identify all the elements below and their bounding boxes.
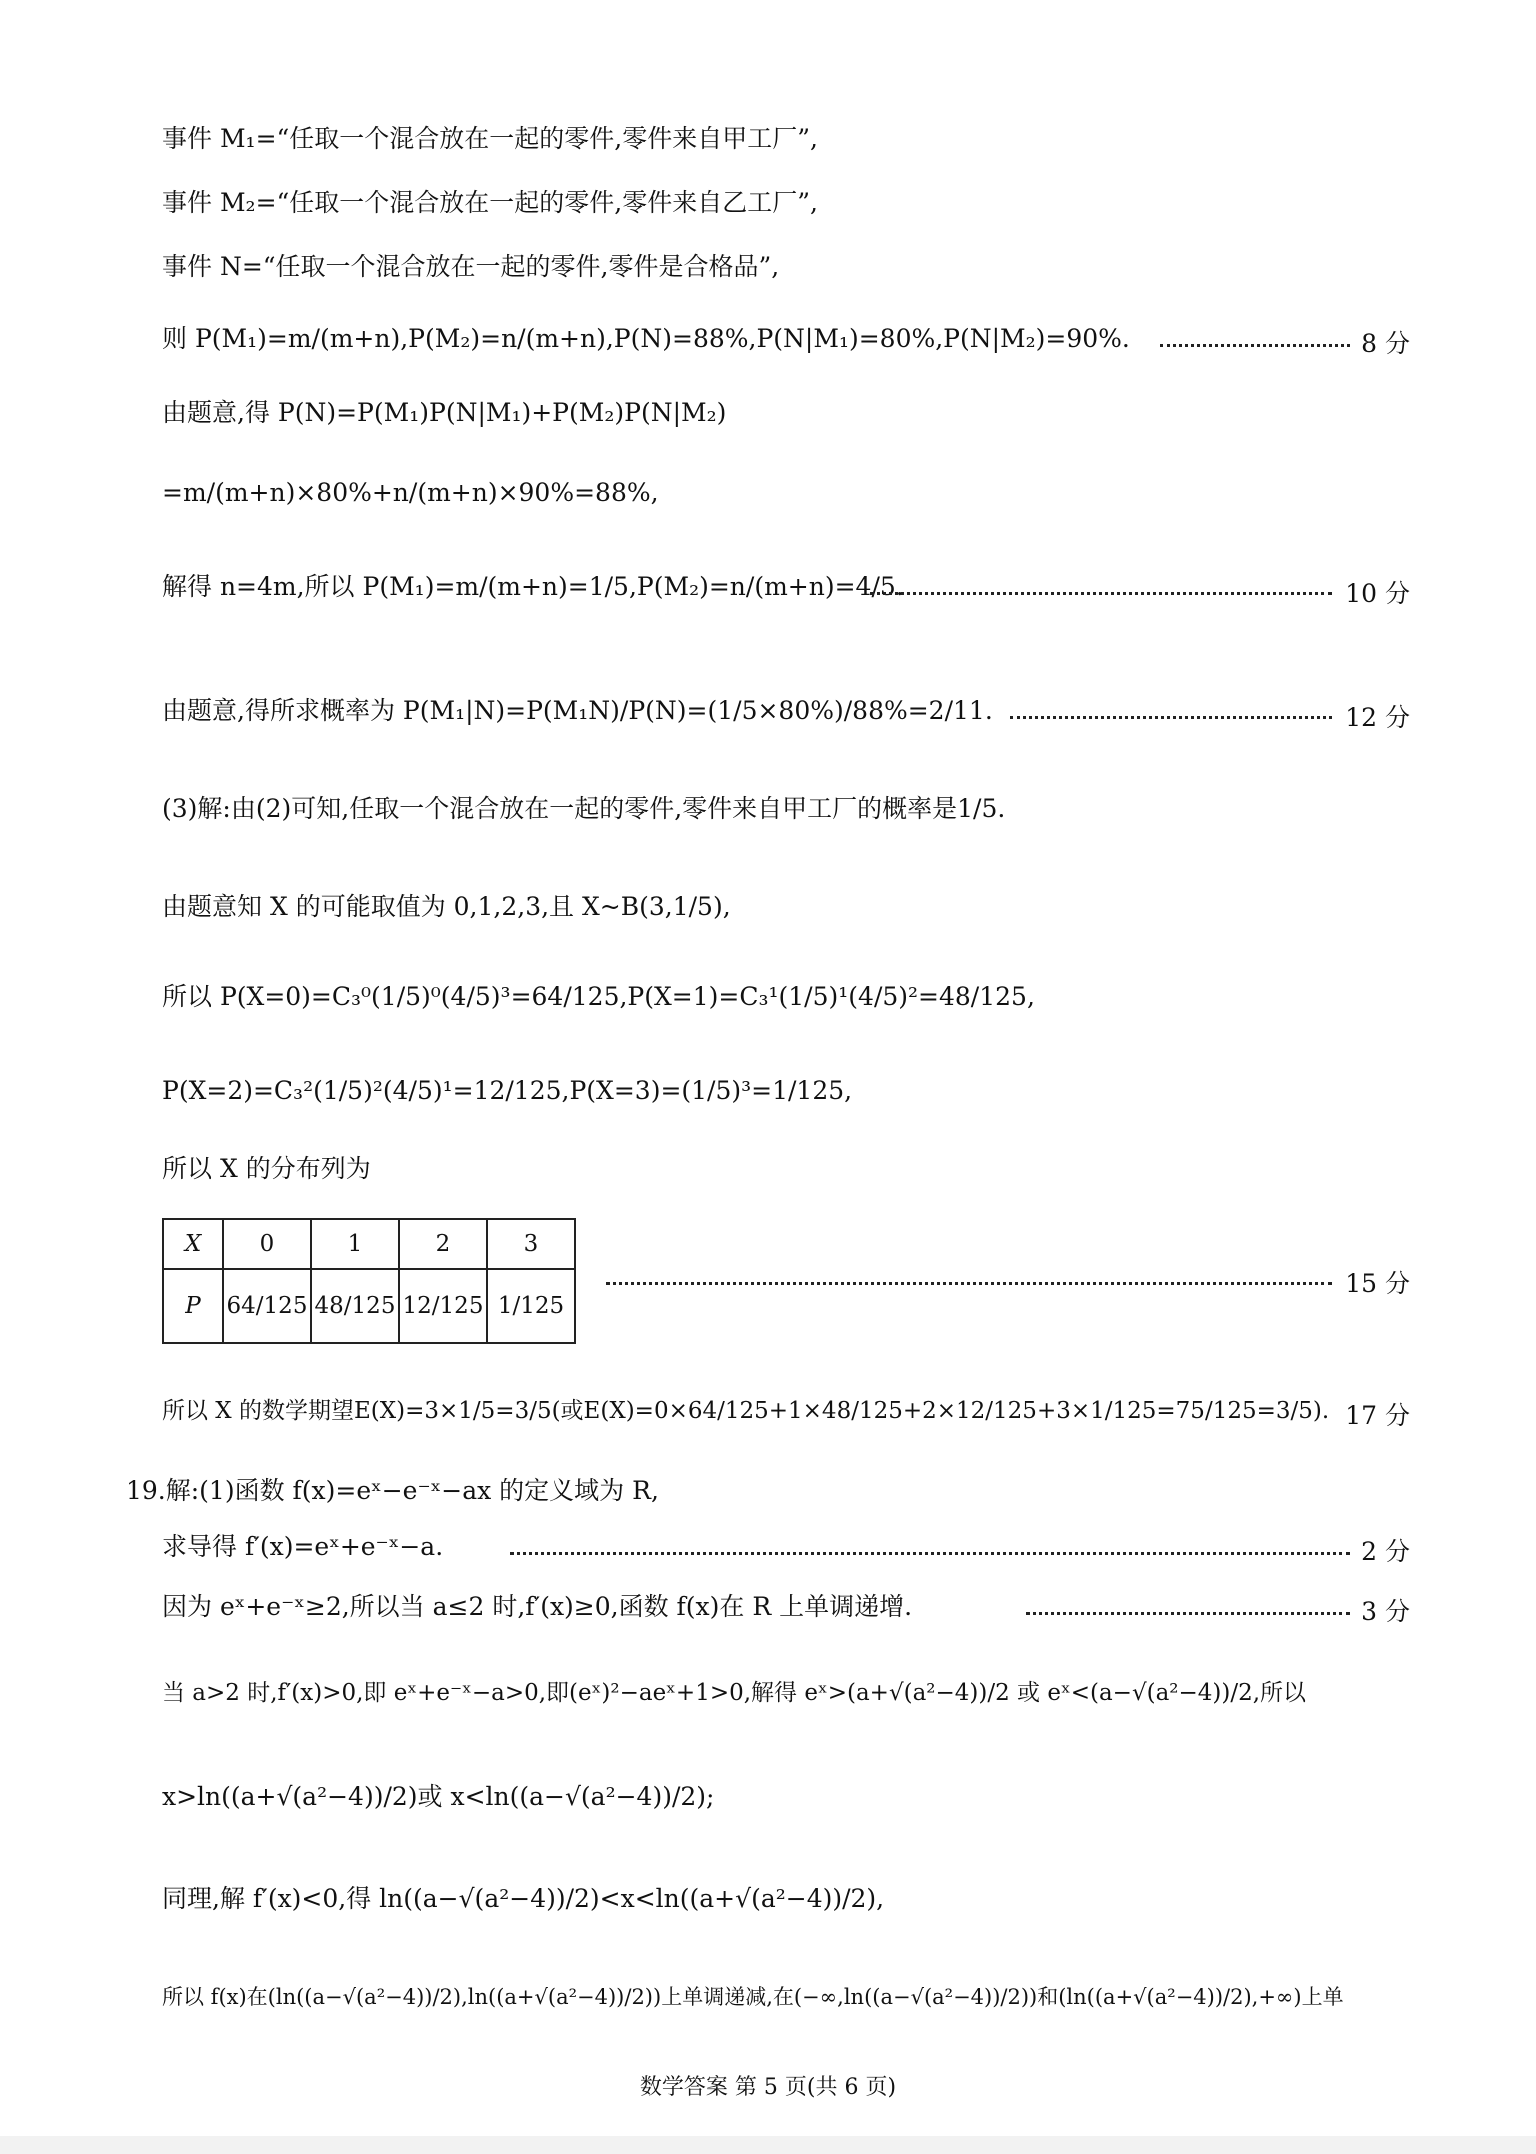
score-3: 3 分 (1361, 1597, 1410, 1626)
table-cell: 64/125 (223, 1269, 311, 1343)
scan-edge (0, 2136, 1536, 2154)
table-cell: 12/125 (399, 1269, 487, 1343)
score-10: 10 分 (1345, 579, 1410, 608)
monotonic-increase-line: 因为 eˣ+e⁻ˣ≥2,所以当 a≤2 时,f′(x)≥0,函数 f(x)在 R 上单调递增. (162, 1592, 913, 1621)
page-footer: 数学答案 第 5 页(共 6 页) (639, 2075, 897, 2100)
event-m2-definition: 事件 M₂=“任取一个混合放在一起的零件,零件来自乙工厂”, (162, 188, 818, 217)
monotonic-intervals-line: 所以 f(x)在(ln((a−√(a²−4))/2),ln((a+√(a²−4))/2))上单调递减,在(−∞,ln((a−√(a²−4))/2))和(ln((a+√(a²−4))/2),+∞)上单 (162, 1985, 1344, 2009)
score-15: 15 分 (1345, 1269, 1410, 1298)
total-probability-line: 由题意,得 P(N)=P(M₁)P(N|M₁)+P(M₂)P(N|M₂) (162, 398, 727, 427)
table-cell: 3 (487, 1219, 575, 1269)
dot-leader (510, 1552, 1350, 1555)
conditional-probability-line: 由题意,得所求概率为 P(M₁|N)=P(M₁N)/P(N)=(1/5×80%)/88%=2/11. (162, 696, 993, 725)
total-probability-expansion: =m/(m+n)×80%+n/(m+n)×90%=88%, (162, 478, 659, 507)
score-2: 2 分 (1361, 1537, 1410, 1566)
x-range-line: x>ln((a+√(a²−4))/2)或 x<ln((a−√(a²−4))/2); (162, 1782, 715, 1811)
score-8: 8 分 (1361, 329, 1410, 358)
dot-leader (870, 592, 1332, 595)
dot-leader (606, 1282, 1332, 1285)
derivative-line: 求导得 f′(x)=eˣ+e⁻ˣ−a. (162, 1532, 444, 1561)
table-cell: 1 (311, 1219, 399, 1269)
expectation-line: 所以 X 的数学期望E(X)=3×1/5=3/5(或E(X)=0×64/125+1×48/125+2×12/125+3×1/125=75/125=3/5). (162, 1398, 1330, 1424)
dot-leader (1160, 344, 1350, 347)
part3-intro: (3)解:由(2)可知,任取一个混合放在一起的零件,零件来自甲工厂的概率是1/5. (162, 794, 1006, 823)
score-12: 12 分 (1345, 703, 1410, 732)
distribution-intro: 所以 X 的分布列为 (162, 1154, 371, 1183)
case-a-greater-2-line: 当 a>2 时,f′(x)>0,即 eˣ+e⁻ˣ−a>0,即(eˣ)²−aeˣ+1>0,解得 eˣ>(a+√(a²−4))/2 或 eˣ<(a−√(a²−4))/2,所以 (162, 1680, 1307, 1706)
distribution-table (162, 1218, 576, 1344)
dot-leader (1010, 716, 1332, 719)
solve-n-line: 解得 n=4m,所以 P(M₁)=m/(m+n)=1/5,P(M₂)=n/(m+n)=4/5. (162, 572, 904, 601)
binomial-distribution-line: 由题意知 X 的可能取值为 0,1,2,3,且 X~B(3,1/5), (162, 892, 731, 921)
table-cell: 1/125 (487, 1269, 575, 1343)
table-cell: 0 (223, 1219, 311, 1269)
probability-values-line: 则 P(M₁)=m/(m+n),P(M₂)=n/(m+n),P(N)=88%,P(N|M₁)=80%,P(N|M₂)=90%. (162, 324, 1130, 353)
table-cell: 2 (399, 1219, 487, 1269)
same-reasoning-line: 同理,解 f′(x)<0,得 ln((a−√(a²−4))/2)<x<ln((a+√(a²−4))/2), (162, 1884, 885, 1913)
table-row (163, 1269, 575, 1343)
q19-intro: 19.解:(1)函数 f(x)=eˣ−e⁻ˣ−ax 的定义域为 R, (126, 1476, 659, 1505)
dot-leader (1026, 1612, 1350, 1615)
table-cell: X (163, 1219, 223, 1269)
table-row (163, 1219, 575, 1269)
p-x2-x3-line: P(X=2)=C₃²(1/5)²(4/5)¹=12/125,P(X=3)=(1/5)³=1/125, (162, 1076, 853, 1105)
score-17: 17 分 (1345, 1401, 1410, 1430)
table-cell: 48/125 (311, 1269, 399, 1343)
table-cell: P (163, 1269, 223, 1343)
p-x0-x1-line: 所以 P(X=0)=C₃⁰(1/5)⁰(4/5)³=64/125,P(X=1)=C₃¹(1/5)¹(4/5)²=48/125, (162, 982, 1035, 1011)
event-n-definition: 事件 N=“任取一个混合放在一起的零件,零件是合格品”, (162, 252, 780, 281)
event-m1-definition: 事件 M₁=“任取一个混合放在一起的零件,零件来自甲工厂”, (162, 124, 818, 153)
